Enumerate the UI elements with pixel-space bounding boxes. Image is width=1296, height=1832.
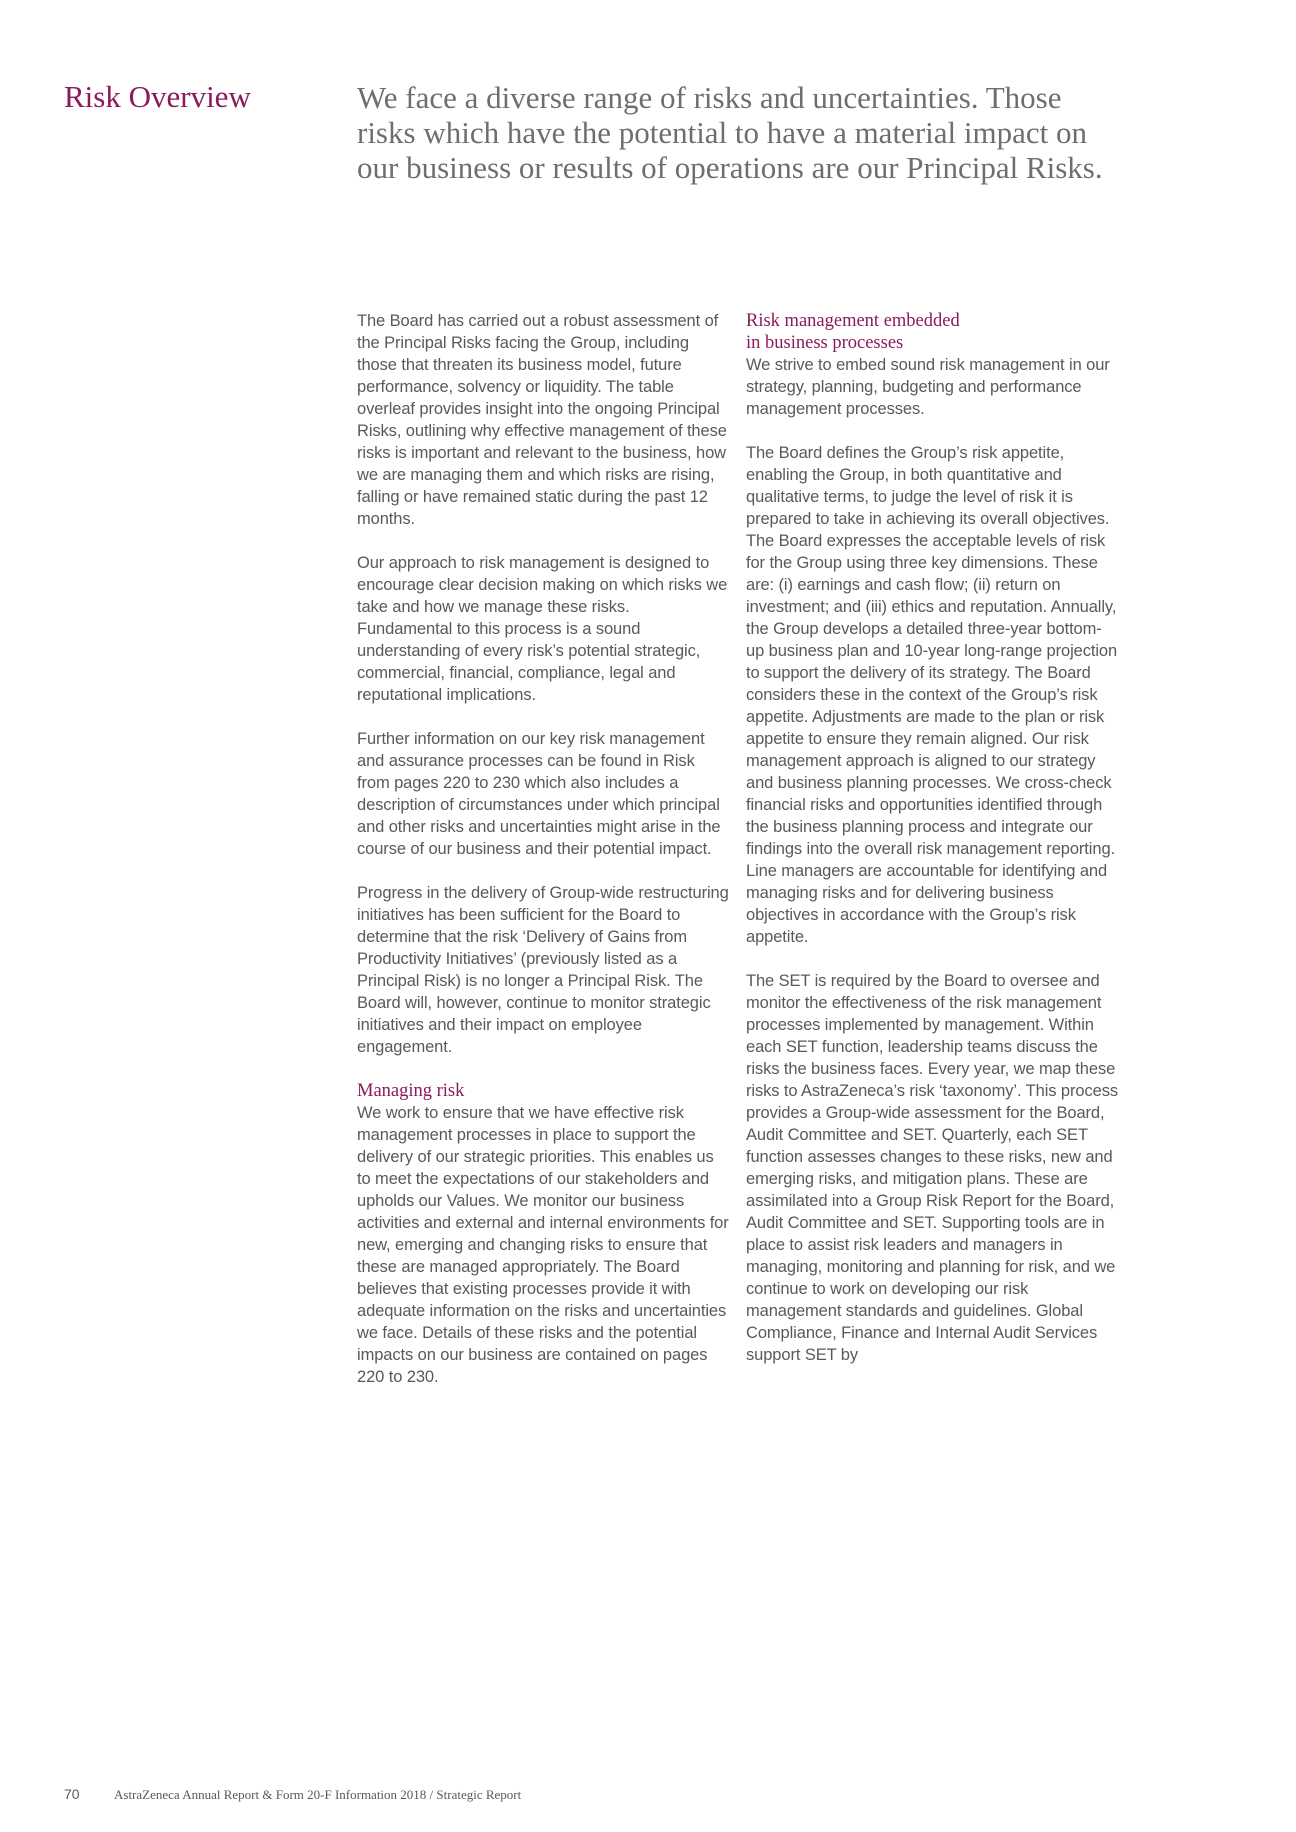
paragraph-managing-risk: We work to ensure that we have effective risk management processes in place to support the delivery of our strategic priorities. This enables us to meet the expectations of our stakeholders and upholds our Values. We monitor our business activities and external and internal environments for new, emerging and changing risks to ensure that these are managed appropriately. The Board believes that existing processes provide it with adequate information on the risks and uncertainties we face. Details of these risks and the potential impacts on our business are contained on pages 220 to 230. (357, 1104, 729, 1386)
footer-text: AstraZeneca Annual Report & Form 20-F Information 2018 / Strategic Report (114, 1787, 522, 1802)
risk-management-embedded-heading (746, 310, 1118, 354)
paragraph-set-oversight: The SET is required by the Board to oversee and monitor the effectiveness of the risk management processes implemented by management. Within each SET function, leadership teams discuss the risks the business faces. Every year, we map these risks to AstraZeneca’s risk ‘taxonomy’. This process provides a Group-wide assessment for the Board, Audit Committee and SET. Quarterly, each SET function assesses changes to these risks, new and emerging risks, and mitigation plans. These are assimilated into a Group Risk Report for the Board, Audit Committee and SET. Supporting tools are in place to assist risk leaders and managers in managing, monitoring and planning for risk, and we continue to work on developing our risk management standards and guidelines. Global Compliance, Finance and Internal Audit Services support SET by (746, 972, 1118, 1364)
left-column (357, 310, 729, 1410)
right-column (746, 310, 1118, 1388)
paragraph-embed: We strive to embed sound risk management in our strategy, planning, budgeting and performance management processes. (746, 356, 1110, 418)
managing-risk-heading: Managing risk (357, 1081, 465, 1101)
intro-statement: We face a diverse range of risks and uncertainties. Those risks which have the potential to have a material impact on our business or results of operations are our Principal Risks. (357, 80, 1103, 185)
heading-line-2: in business processes (746, 333, 904, 353)
paragraph-progress: Progress in the delivery of Group-wide restructuring initiatives has been sufficient for the Board to determine that the risk ‘Delivery of Gains from Productivity Initiatives’ (previously listed as a Principal Risk) is no longer a Principal Risk. The Board will, however, continue to monitor strategic initiatives and their impact on employee engagement. (357, 884, 729, 1056)
paragraph-risk-appetite: The Board defines the Group’s risk appetite, enabling the Group, in both quantitative and qualitative terms, to judge the level of risk it is prepared to take in achieving its overall objectives. The Board expresses the acceptable levels of risk for the Group using three key dimensions. These are: (i) earnings and cash flow; (ii) return on investment; and (iii) ethics and reputation. Annually, the Group develops a detailed three-year bottom-up business plan and 10-year long-range projection to support the delivery of its strategy. The Board considers these in the context of the Group’s risk appetite. Adjustments are made to the plan or risk appetite to ensure they remain aligned. Our risk management approach is aligned to our strategy and business planning processes. We cross-check financial risks and opportunities identified through the business planning process and integrate our findings into the overall risk management reporting. Line managers are accountable for identifying and managing risks and for delivering business objectives in accordance with the Group’s risk appetite. (746, 444, 1118, 946)
heading-line-1: Risk management embedded (746, 311, 960, 331)
page-footer (64, 1786, 521, 1803)
paragraph-approach: Our approach to risk management is designed to encourage clear decision making on which risks we take and how we manage these risks. Fundamental to this process is a sound understanding of every risk’s potential strategic, commercial, financial, compliance, legal and reputational implications. (357, 554, 728, 704)
paragraph-board-assessment: The Board has carried out a robust assessment of the Principal Risks facing the Group, including those that threaten its business model, future performance, solvency or liquidity. The table overleaf provides insight into the ongoing Principal Risks, outlining why effective management of these risks is important and relevant to the business, how we are managing them and which risks are rising, falling or have remained static during the past 12 months. (357, 312, 727, 528)
page-number: 70 (64, 1786, 80, 1802)
section-title: Risk Overview (64, 79, 251, 114)
paragraph-further-information: Further information on our key risk management and assurance processes can be found in Risk from pages 220 to 230 which also includes a description of circumstances under which principal and other risks and uncertainties might arise in the course of our business and their potential impact. (357, 730, 721, 858)
